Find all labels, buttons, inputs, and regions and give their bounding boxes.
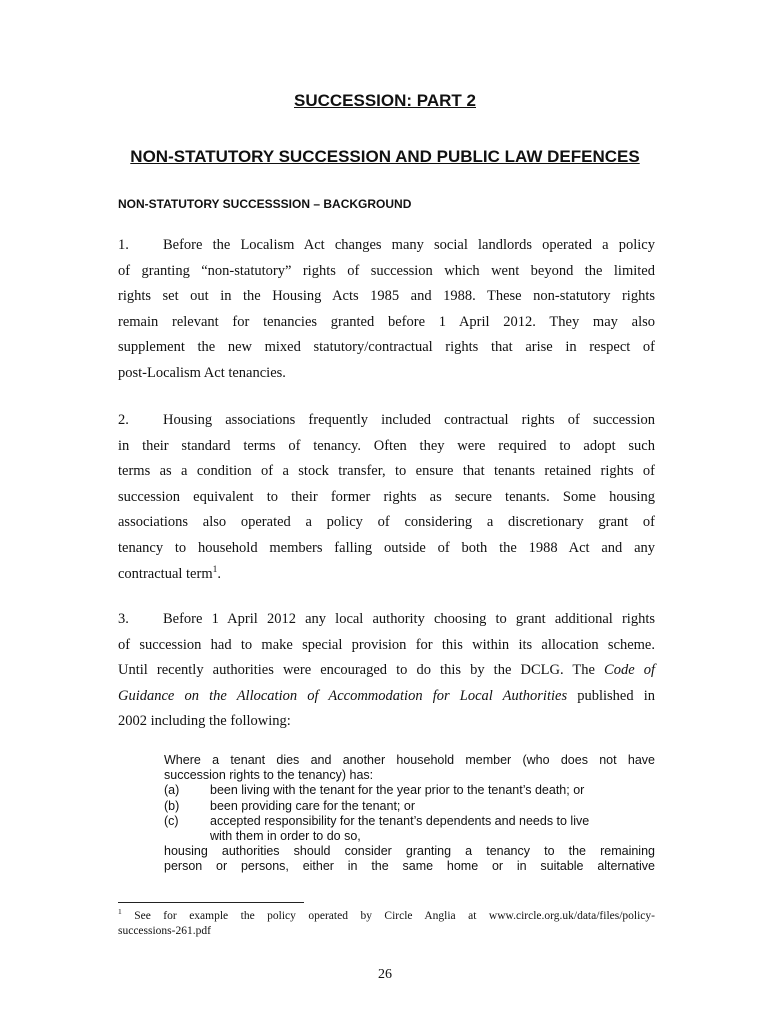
paragraph-3: [118, 607, 655, 735]
paragraph-line: 3. Before 1 April 2012 any local authority choosing to grant additional rights: [118, 607, 655, 633]
section-subheading: NON-STATUTORY SUCCESSSION – BACKGROUND: [118, 197, 412, 211]
paragraph-number: 1.: [118, 237, 129, 253]
paragraph-line: of succession had to make special provision for this within its allocation scheme.: [118, 636, 655, 653]
paragraph-line: Guidance on the Allocation of Accommodation for Local Authorities published in: [118, 687, 656, 704]
paragraph-line: terms as a condition of a stock transfer, to ensure that tenants retained rights of: [118, 463, 655, 480]
footnote-marker: 1: [118, 907, 122, 917]
footnote-divider: [118, 902, 304, 903]
paragraph-line: post-Localism Act tenancies.: [118, 364, 286, 381]
paragraph-line: tenancy to household members falling outside of both the 1988 Act and any: [118, 539, 655, 556]
footnote-line: $^1$ See for example the policy operated by Circle Anglia at www.circle.org.uk/data/files/policy-: [118, 907, 655, 922]
quote-list-continuation: with them in order to do so,: [210, 829, 361, 844]
paragraph-line: 1. Before the Localism Act changes many social landlords operated a policy: [118, 233, 655, 259]
footnote-reference: 1: [212, 564, 218, 575]
paragraph-number: 2.: [118, 412, 129, 428]
quote-line: succession rights to the tenancy) has:: [164, 768, 374, 783]
paragraph-line: associations also operated a policy of considering a discretionary grant of: [118, 514, 655, 531]
paragraph-line: remain relevant for tenancies granted before 1 April 2012. They may also: [118, 313, 655, 330]
paragraph-2: [118, 408, 655, 587]
paragraph-line: succession equivalent to their former rights as secure tenants. Some housing: [118, 488, 655, 505]
quote-line: person or persons, either in the same home or in suitable alternative: [164, 859, 655, 874]
paragraph-1: [118, 233, 655, 387]
paragraph-line: Until recently authorities were encouraged to do this by the DCLG. The Code of: [118, 662, 655, 679]
quote-list-item: (c) accepted responsibility for the tenant’s dependents and needs to live: [164, 813, 590, 828]
part-title: SUCCESSION: PART 2: [294, 91, 476, 110]
paragraph-line: of granting “non-statutory” rights of succession which went beyond the limited: [118, 262, 655, 279]
quote-list-item: (b) been providing care for the tenant; or: [164, 798, 415, 813]
footnote-line: successions-261.pdf: [118, 924, 211, 937]
footnote: [118, 909, 655, 938]
paragraph-line: rights set out in the Housing Acts 1985 and 1988. These non-statutory rights: [118, 288, 655, 305]
paragraph-line: supplement the new mixed statutory/contractual rights that arise in respect of: [118, 339, 655, 356]
paragraph-line: 2. Housing associations frequently included contractual rights of succession: [118, 408, 655, 434]
quote-list-item: (a) been living with the tenant for the year prior to the tenant’s death; or: [164, 783, 585, 798]
italic-title: Guidance on the Allocation of Accommodation for Local Authorities: [118, 687, 568, 704]
paragraph-number: 3.: [118, 611, 129, 627]
paragraph-line: in their standard terms of tenancy. Often they were required to adopt such: [118, 437, 655, 454]
paragraph-line: contractual term$^1$.: [118, 564, 221, 582]
quote-line: Where a tenant dies and another household member (who does not have: [164, 753, 655, 767]
paragraph-line: 2002 including the following:: [118, 713, 291, 730]
block-quote: [164, 753, 655, 875]
page-number: 26: [378, 967, 392, 982]
italic-title: Code of: [604, 662, 655, 679]
quote-line: housing authorities should consider granting a tenancy to the remaining: [164, 844, 655, 859]
main-title: NON-STATUTORY SUCCESSION AND PUBLIC LAW DEFENCES: [130, 147, 640, 166]
